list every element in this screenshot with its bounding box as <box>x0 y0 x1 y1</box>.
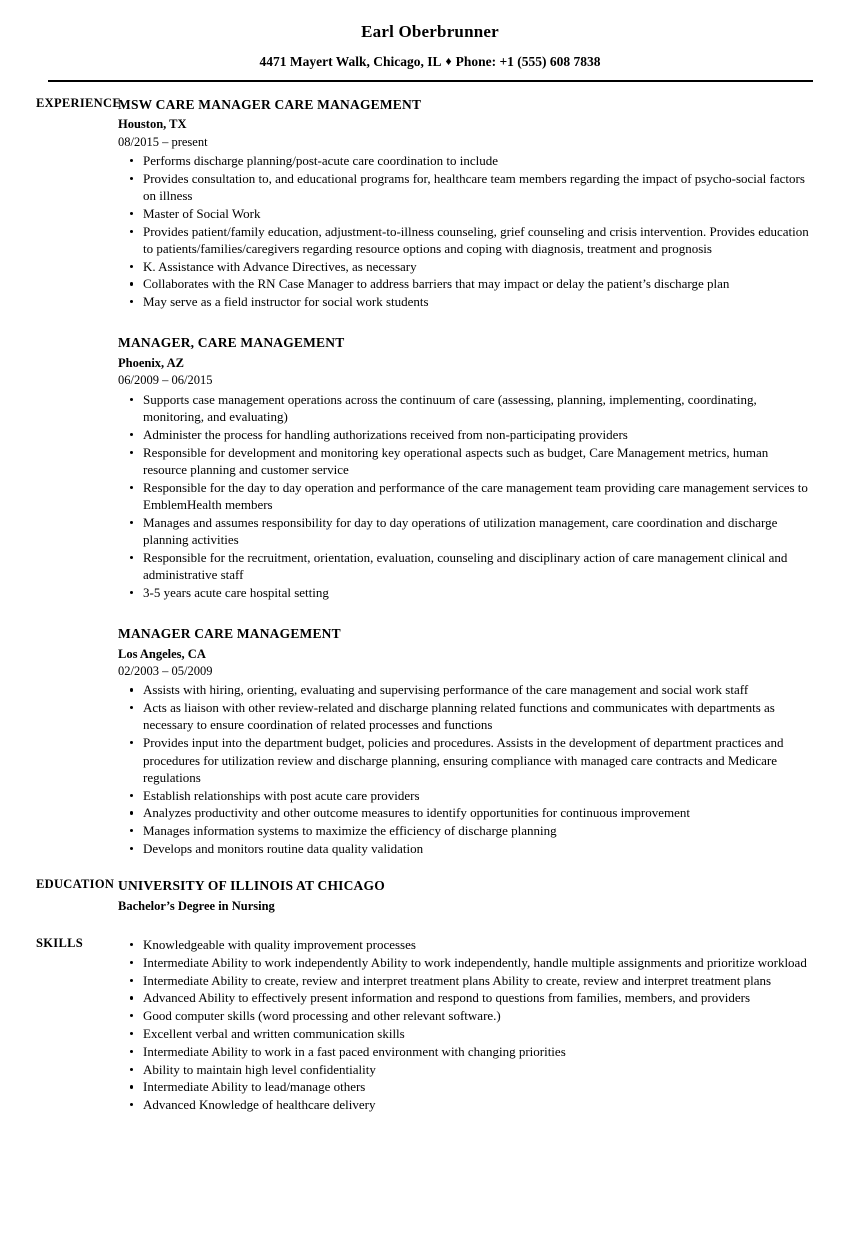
section-label-skills: SKILLS <box>36 936 83 951</box>
skills-section <box>0 936 860 1114</box>
skills-bullet-list <box>118 936 812 1113</box>
resume-header <box>0 0 860 82</box>
list-item: Acts as liaison with other review-related and discharge planning related functions and communicates with departments as necessary to ensure coordination of related processes and functions <box>118 699 812 734</box>
job-bullet-list <box>118 391 812 601</box>
list-item: Intermediate Ability to work in a fast paced environment with changing priorities <box>118 1043 812 1060</box>
job-dates: 06/2009 – 06/2015 <box>118 373 213 388</box>
list-item: Supports case management operations across the continuum of care (assessing, planning, implementing, coordinating, monitoring, and evaluating) <box>118 391 812 426</box>
list-item: Provides consultation to, and educational programs for, healthcare team members regarding the impact of psycho-social factors on illness <box>118 170 812 205</box>
list-item: Intermediate Ability to create, review and interpret treatment plans Ability to create, review and interpret treatment plans <box>118 972 812 989</box>
list-item: Responsible for development and monitoring key operational aspects such as budget, Care Management metrics, human resource planning and customer service <box>118 444 812 479</box>
candidate-address: 4471 Mayert Walk, Chicago, IL <box>259 54 442 70</box>
list-item: Intermediate Ability to lead/manage others <box>118 1078 812 1095</box>
list-item: Provides input into the department budget, policies and procedures. Assists in the development of department practices and procedures for utilization review and discharge planning, ensuring compliance with managed care contracts and Medicare regulations <box>118 734 812 786</box>
experience-entry <box>118 334 812 601</box>
list-item: 3-5 years acute care hospital setting <box>118 584 812 601</box>
candidate-phone: Phone: +1 (555) 608 7838 <box>455 54 601 70</box>
list-item: Assists with hiring, orienting, evaluating and supervising performance of the care management and social work staff <box>118 681 812 698</box>
job-title: MANAGER CARE MANAGEMENT <box>118 626 341 642</box>
skills-body <box>118 936 860 1114</box>
list-item: Intermediate Ability to work independently Ability to work independently, handle multiple assignments and prioritize workload <box>118 954 812 971</box>
education-section <box>0 877 860 915</box>
list-item: Master of Social Work <box>118 205 812 222</box>
job-title: MANAGER, CARE MANAGEMENT <box>118 335 345 351</box>
job-location: Houston, TX <box>118 117 187 132</box>
job-dates: 02/2003 – 05/2009 <box>118 664 213 679</box>
list-item: Manages information systems to maximize the efficiency of discharge planning <box>118 822 812 839</box>
experience-section <box>0 96 860 858</box>
education-body <box>118 877 860 915</box>
candidate-contact-line <box>0 54 860 70</box>
list-item: Performs discharge planning/post-acute care coordination to include <box>118 152 812 169</box>
experience-body <box>118 96 860 858</box>
list-item: Analyzes productivity and other outcome measures to identify opportunities for continuous improvement <box>118 804 812 821</box>
list-item: Advanced Ability to effectively present information and respond to questions from families, members, and providers <box>118 989 812 1006</box>
experience-entry <box>118 96 812 311</box>
list-item: Develops and monitors routine data quality validation <box>118 840 812 857</box>
education-school: UNIVERSITY OF ILLINOIS AT CHICAGO <box>118 877 385 893</box>
job-location: Los Angeles, CA <box>118 646 206 661</box>
job-bullet-list <box>118 152 812 311</box>
list-item: Knowledgeable with quality improvement processes <box>118 936 812 953</box>
list-item: K. Assistance with Advance Directives, as necessary <box>118 258 812 275</box>
list-item: Provides patient/family education, adjustment-to-illness counseling, grief counseling and crisis intervention. Provides education to patients/families/caregivers regarding resource options and coping with diagnosis, treatment and prognosis <box>118 223 812 258</box>
job-location: Phoenix, AZ <box>118 355 184 370</box>
list-item: Ability to maintain high level confidentiality <box>118 1061 812 1078</box>
section-label-experience: EXPERIENCE <box>36 95 121 110</box>
candidate-name: Earl Oberbrunner <box>361 22 499 41</box>
job-dates: 08/2015 – present <box>118 134 208 149</box>
job-title: MSW CARE MANAGER CARE MANAGEMENT <box>118 96 422 112</box>
list-item: Excellent verbal and written communication skills <box>118 1025 812 1042</box>
list-item: Collaborates with the RN Case Manager to address barriers that may impact or delay the patient’s discharge plan <box>118 275 812 292</box>
list-item: Administer the process for handling authorizations received from non-participating providers <box>118 426 812 443</box>
section-label-education: EDUCATION <box>36 876 115 891</box>
header-divider-rule <box>48 80 813 82</box>
list-item: Responsible for the day to day operation and performance of the care management team providing care management services to EmblemHealth members <box>118 479 812 514</box>
education-degree: Bachelor’s Degree in Nursing <box>118 899 275 914</box>
experience-entry <box>118 625 812 857</box>
diamond-separator-icon: ♦ <box>445 54 452 69</box>
list-item: Responsible for the recruitment, orientation, evaluation, counseling and disciplinary action of care management clinical and administrative staff <box>118 549 812 584</box>
list-item: Manages and assumes responsibility for day to day operations of utilization management, care coordination and discharge planning activities <box>118 514 812 549</box>
list-item: Establish relationships with post acute care providers <box>118 787 812 804</box>
list-item: Good computer skills (word processing and other relevant software.) <box>118 1007 812 1024</box>
job-bullet-list <box>118 681 812 857</box>
list-item: May serve as a field instructor for social work students <box>118 293 812 310</box>
list-item: Advanced Knowledge of healthcare delivery <box>118 1096 812 1113</box>
